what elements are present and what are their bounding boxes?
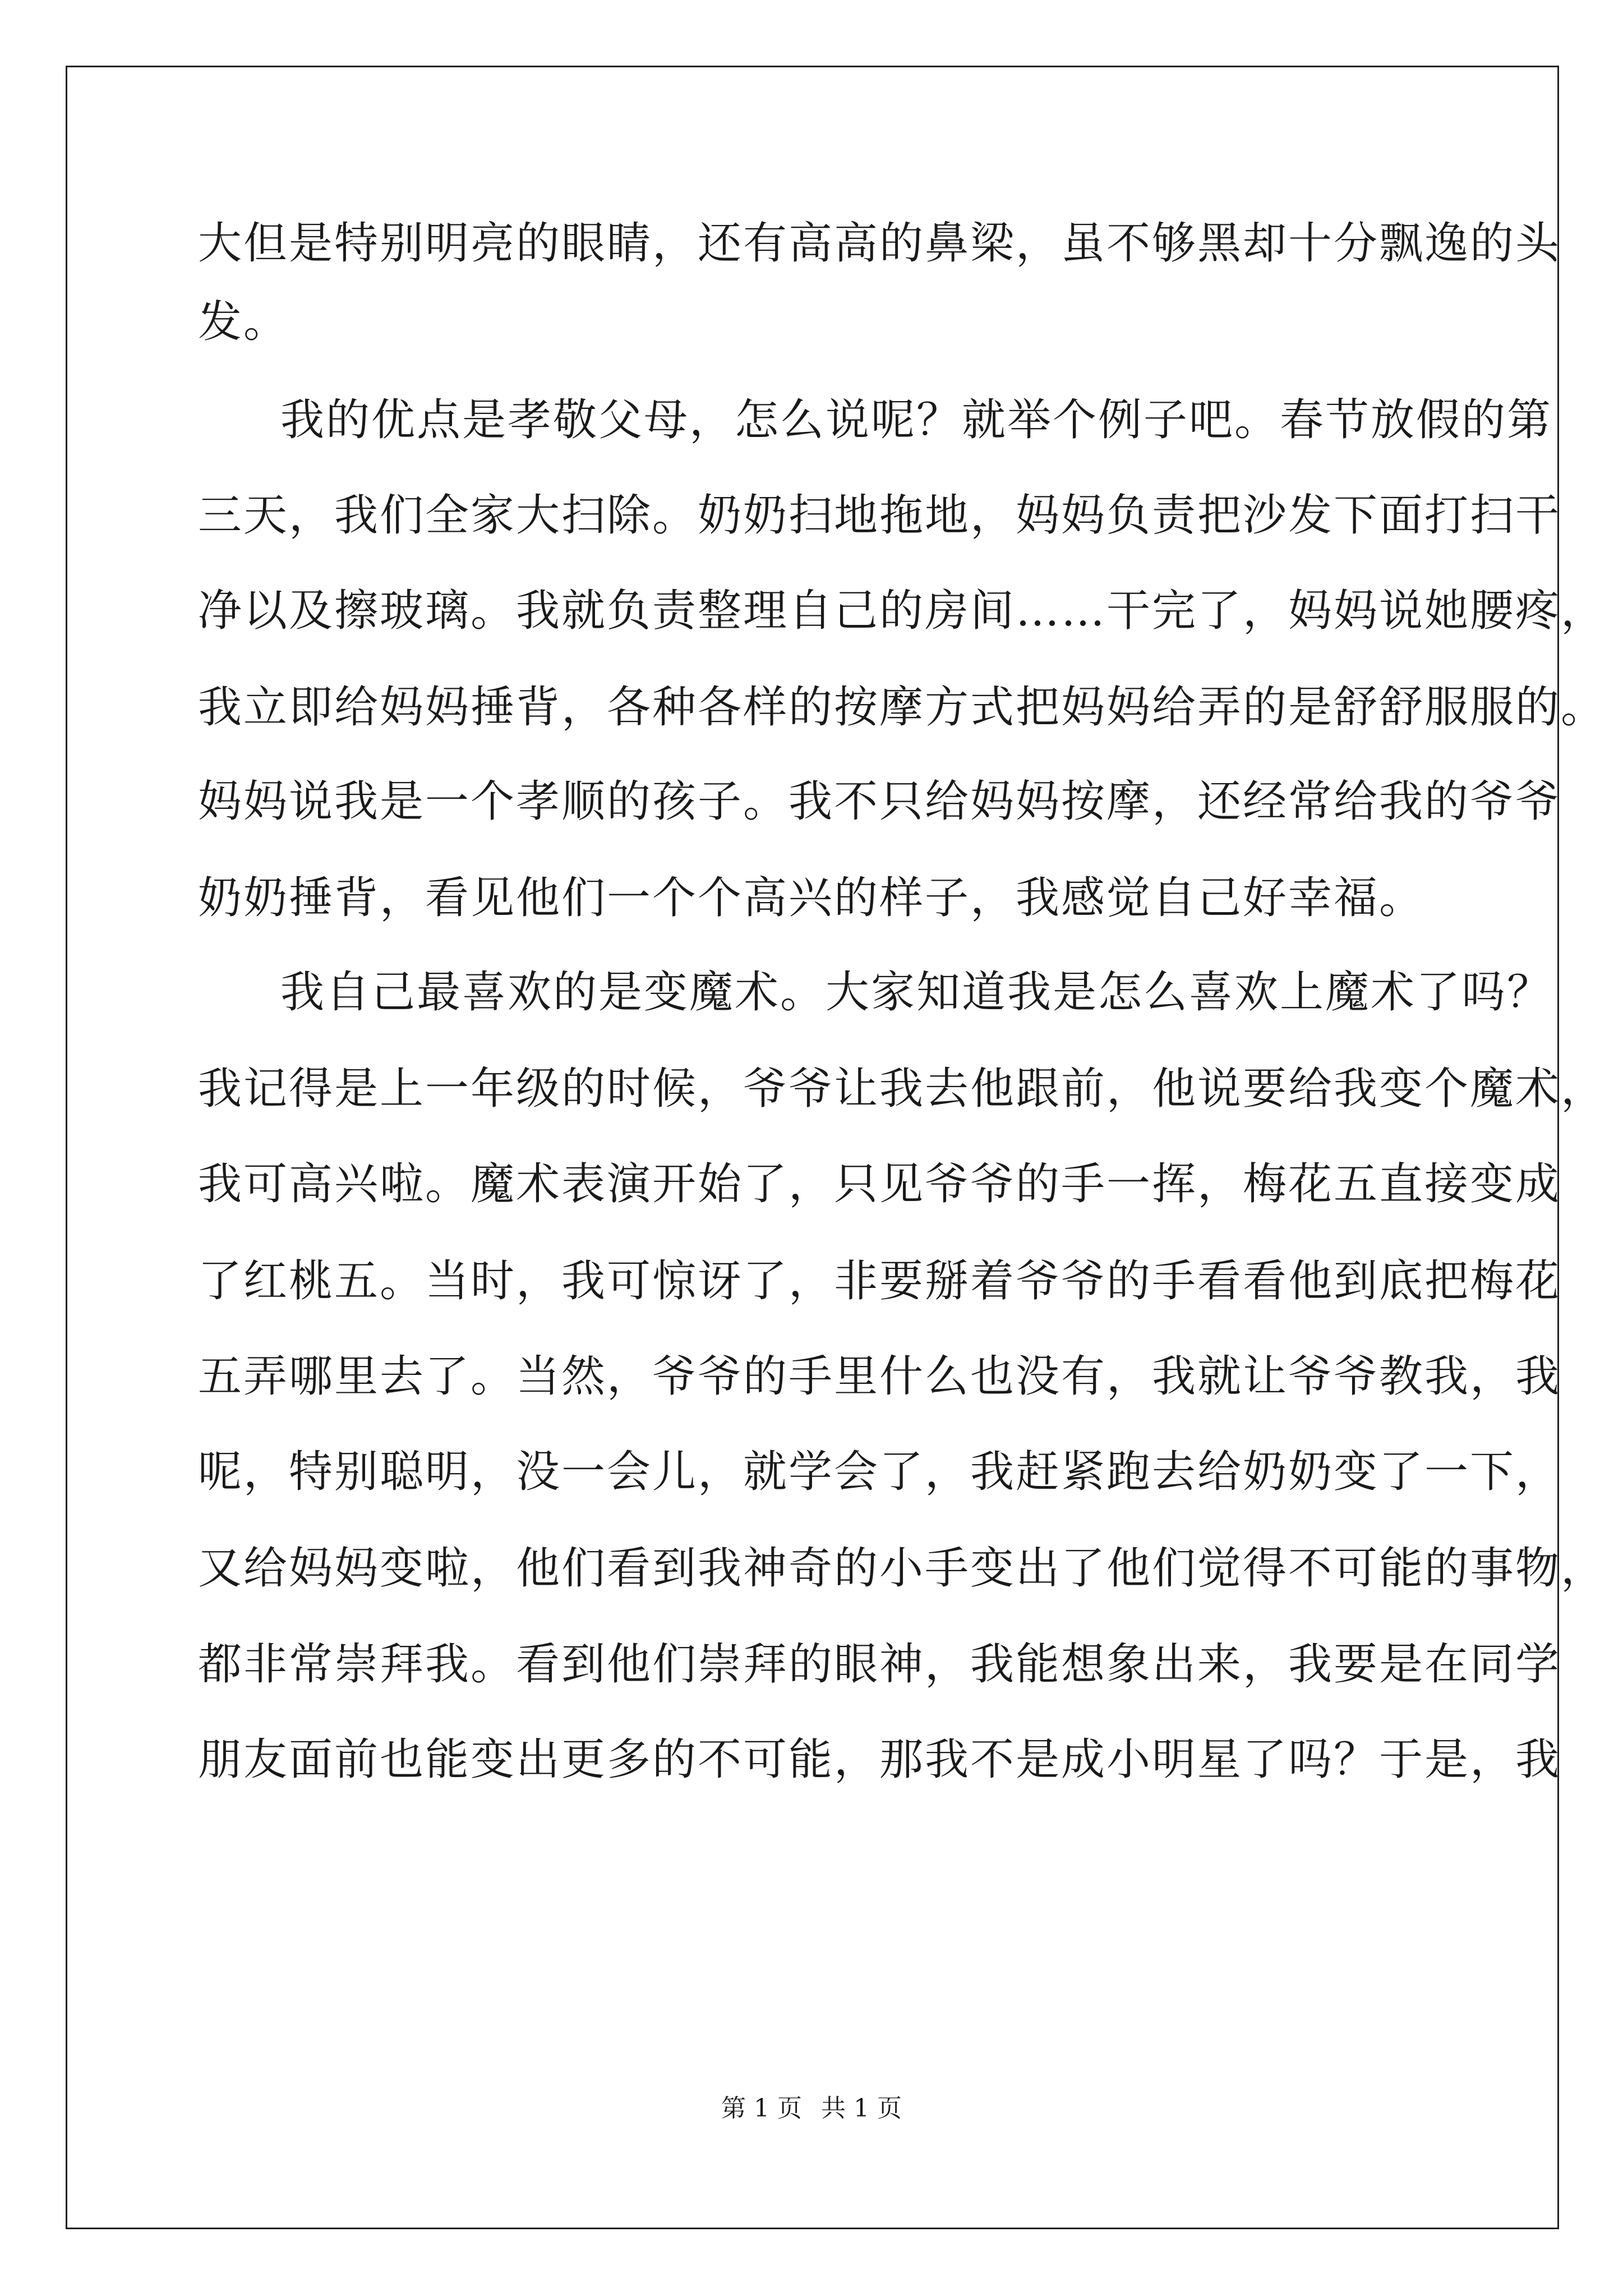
text-line: 妈妈说我是一个孝顺的孩子。我不只给妈妈按摩，还经常给我的爷爷 bbox=[198, 776, 1561, 827]
text-line: 我可高兴啦。魔术表演开始了，只见爷爷的手一挥，梅花五直接变成 bbox=[198, 1159, 1561, 1209]
paragraph-start-line: 我的优点是孝敬父母，怎么说呢？就举个例子吧。春节放假的第 bbox=[280, 395, 1553, 445]
text-line: 发。 bbox=[198, 297, 289, 347]
text-line: 呢，特别聪明，没一会儿，就学会了，我赶紧跑去给奶奶变了一下， bbox=[198, 1447, 1561, 1497]
page-footer bbox=[0, 2088, 1623, 2124]
page-total: 共 1 页 bbox=[821, 2094, 902, 2123]
paragraph-start-line: 我自己最喜欢的是变魔术。大家知道我是怎么喜欢上魔术了吗？ bbox=[280, 967, 1553, 1018]
text-line: 了红桃五。当时，我可惊讶了，非要掰着爷爷的手看看他到底把梅花 bbox=[198, 1256, 1561, 1306]
text-line: 又给妈妈变啦，他们看到我神奇的小手变出了他们觉得不可能的事物， bbox=[198, 1543, 1607, 1594]
text-line: 净以及擦玻璃。我就负责整理自己的房间……干完了，妈妈说她腰疼， bbox=[198, 586, 1607, 636]
text-line: 都非常崇拜我。看到他们崇拜的眼神，我能想象出来，我要是在同学 bbox=[198, 1639, 1561, 1690]
page-number: 第 1 页 bbox=[721, 2094, 802, 2123]
text-line: 我记得是上一年级的时候，爷爷让我去他跟前，他说要给我变个魔术， bbox=[198, 1064, 1607, 1114]
page-border bbox=[66, 66, 1559, 2229]
text-line: 五弄哪里去了。当然，爷爷的手里什么也没有，我就让爷爷教我，我 bbox=[198, 1351, 1561, 1402]
text-line: 朋友面前也能变出更多的不可能，那我不是成小明星了吗？于是，我 bbox=[198, 1734, 1561, 1785]
text-line: 大但是特别明亮的眼睛，还有高高的鼻梁，虽不够黑却十分飘逸的头 bbox=[198, 218, 1561, 269]
text-line: 奶奶捶背，看见他们一个个高兴的样子，我感觉自己好幸福。 bbox=[198, 873, 1425, 923]
text-line: 三天，我们全家大扫除。奶奶扫地拖地，妈妈负责把沙发下面打扫干 bbox=[198, 490, 1561, 541]
text-line: 我立即给妈妈捶背，各种各样的按摩方式把妈妈给弄的是舒舒服服的。 bbox=[198, 682, 1607, 733]
